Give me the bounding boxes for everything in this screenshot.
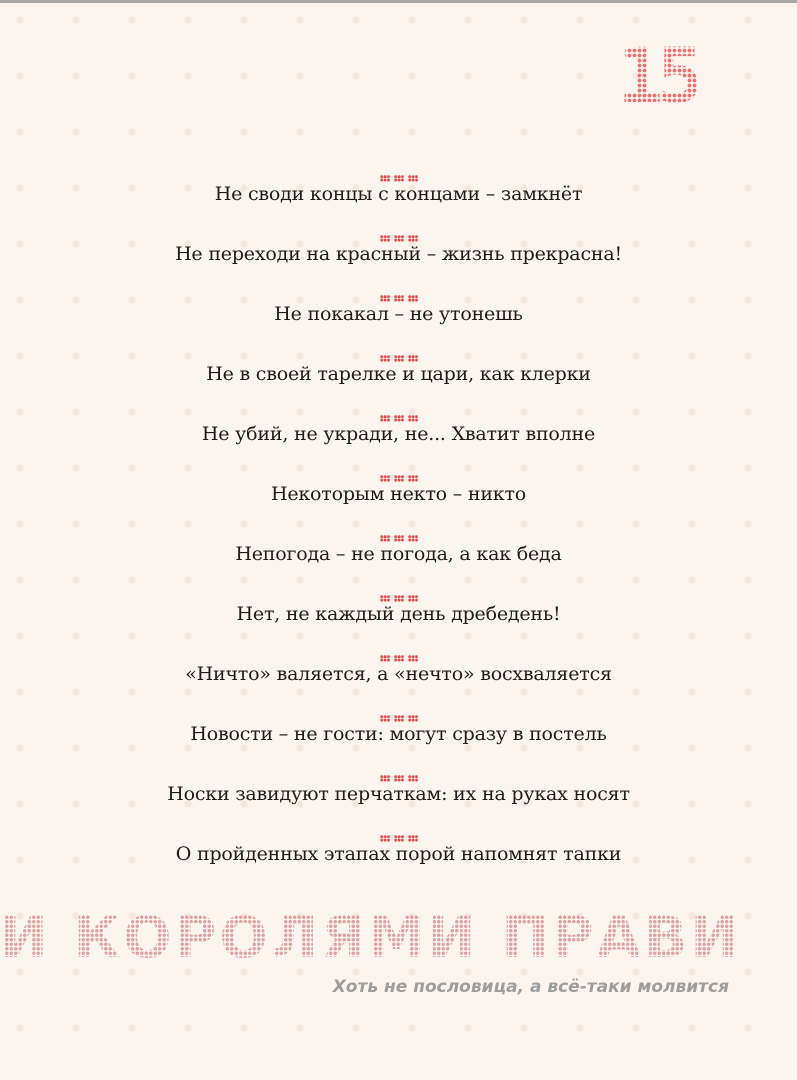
proverb-text: Нет, не каждый день дребедень! [236,603,561,625]
proverb-text: Не переходи на красный – жизнь прекрасна! [175,243,622,265]
dotted-separator-icon [377,582,421,595]
list-item [0,762,797,822]
dotted-separator-icon [377,822,421,835]
list-item [0,522,797,582]
dotted-separator-icon [377,702,421,715]
list-item [0,162,797,222]
list-item [0,582,797,642]
section-subtitle: Хоть не пословица, а всё-таки молвится [332,977,729,997]
proverb-text: Не покакал – не утонешь [274,303,523,325]
proverb-text: Не в своей тарелке и цари, как клерки [206,363,591,385]
top-rule [0,0,797,3]
list-item [0,282,797,342]
proverb-text: Некоторым некто – никто [270,483,527,505]
dotted-separator-icon [377,642,421,655]
proverb-text: «Ничто» валяется, а «нечто» восхваляется [185,663,612,685]
list-item [0,642,797,702]
proverb-text: О пройденных этапах порой напомнят тапки [175,843,622,865]
dotted-separator-icon [377,402,421,415]
list-item [0,462,797,522]
list-item [0,702,797,762]
proverb-text: Носки завидуют перчаткам: их на руках носят [167,783,630,805]
dotted-separator-icon [377,522,421,535]
list-item [0,222,797,282]
dotted-separator-icon [377,462,421,475]
list-item [0,342,797,402]
proverb-text: Непогода – не погода, а как беда [235,543,562,565]
dotted-separator-icon [377,222,421,235]
proverb-text: Не убий, не укради, не... Хватит вполне [201,423,596,445]
proverb-text: Новости – не гости: могут сразу в постель [190,723,607,745]
page-number: 15 [617,31,697,120]
dotted-separator-icon [377,342,421,355]
proverb-list [0,162,797,882]
list-item [0,822,797,882]
dotted-separator-icon [377,762,421,775]
section-title: И КОРОЛЯМИ ПРАВИТ [0,905,783,971]
list-item [0,402,797,462]
proverb-text: Не своди концы с концами – замкнёт [214,183,583,205]
dotted-separator-icon [377,162,421,175]
dotted-separator-icon [377,282,421,295]
